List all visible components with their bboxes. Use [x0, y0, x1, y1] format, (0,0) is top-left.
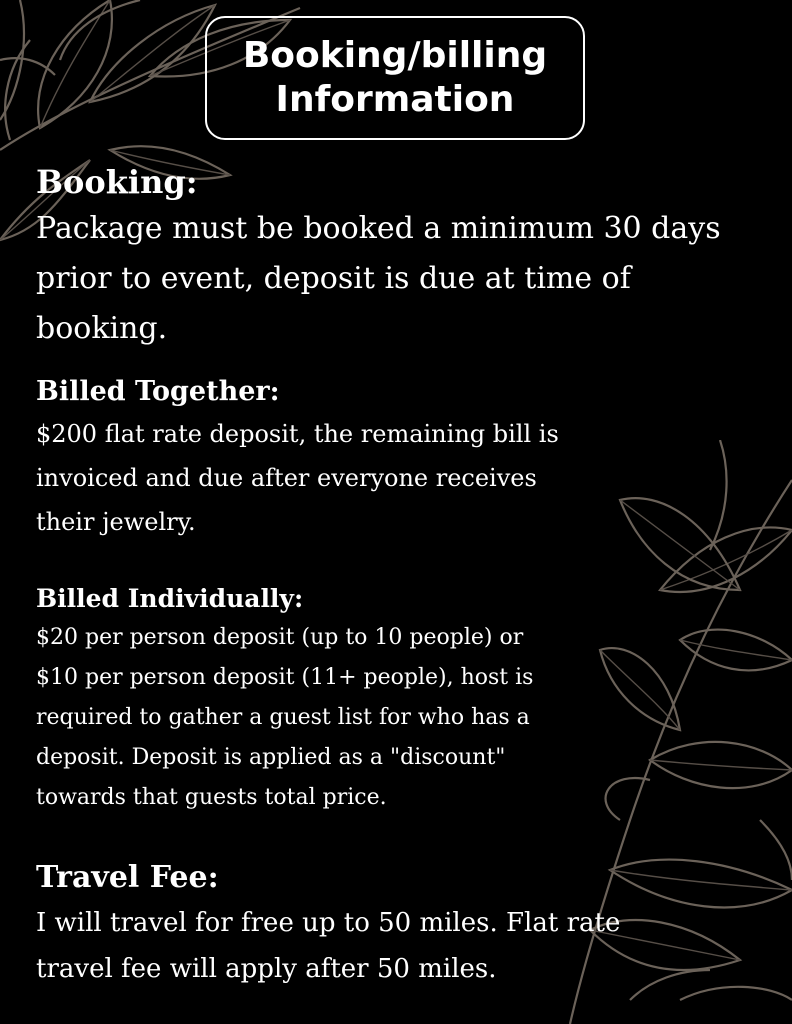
billed-individually-line: towards that guests total price.: [36, 785, 387, 810]
billed-together-line: their jewelry.: [36, 508, 196, 536]
billed-together-line: invoiced and due after everyone receives: [36, 464, 537, 492]
billed-together-line: $200 flat rate deposit, the remaining bill is: [36, 420, 559, 448]
billed-together-section: [36, 372, 559, 544]
booking-line: Package must be booked a minimum 30 days: [36, 211, 721, 246]
booking-line: booking.: [36, 311, 168, 346]
billed-individually-line: deposit. Deposit is applied as a "discount": [36, 745, 506, 770]
billed-together-heading: Billed Together:: [36, 376, 280, 407]
billed-individually-line: required to gather a guest list for who has a: [36, 705, 530, 730]
billed-individually-line: $10 per person deposit (11+ people), host is: [36, 665, 534, 690]
booking-section: [36, 160, 721, 354]
title-line-2: Information: [275, 79, 515, 120]
travel-fee-section: [36, 856, 620, 992]
travel-fee-heading: Travel Fee:: [36, 860, 219, 895]
travel-fee-line: travel fee will apply after 50 miles.: [36, 954, 497, 984]
title-line-1: Booking/billing: [242, 35, 548, 76]
title-box: [205, 16, 585, 140]
travel-fee-line: I will travel for free up to 50 miles. Flat rate: [36, 908, 621, 938]
billed-individually-section: [36, 580, 533, 818]
billed-individually-heading: Billed Individually:: [36, 584, 304, 613]
billed-individually-line: $20 per person deposit (up to 10 people) or: [36, 625, 524, 650]
booking-heading: Booking:: [36, 163, 198, 201]
booking-line: prior to event, deposit is due at time of: [36, 261, 631, 296]
